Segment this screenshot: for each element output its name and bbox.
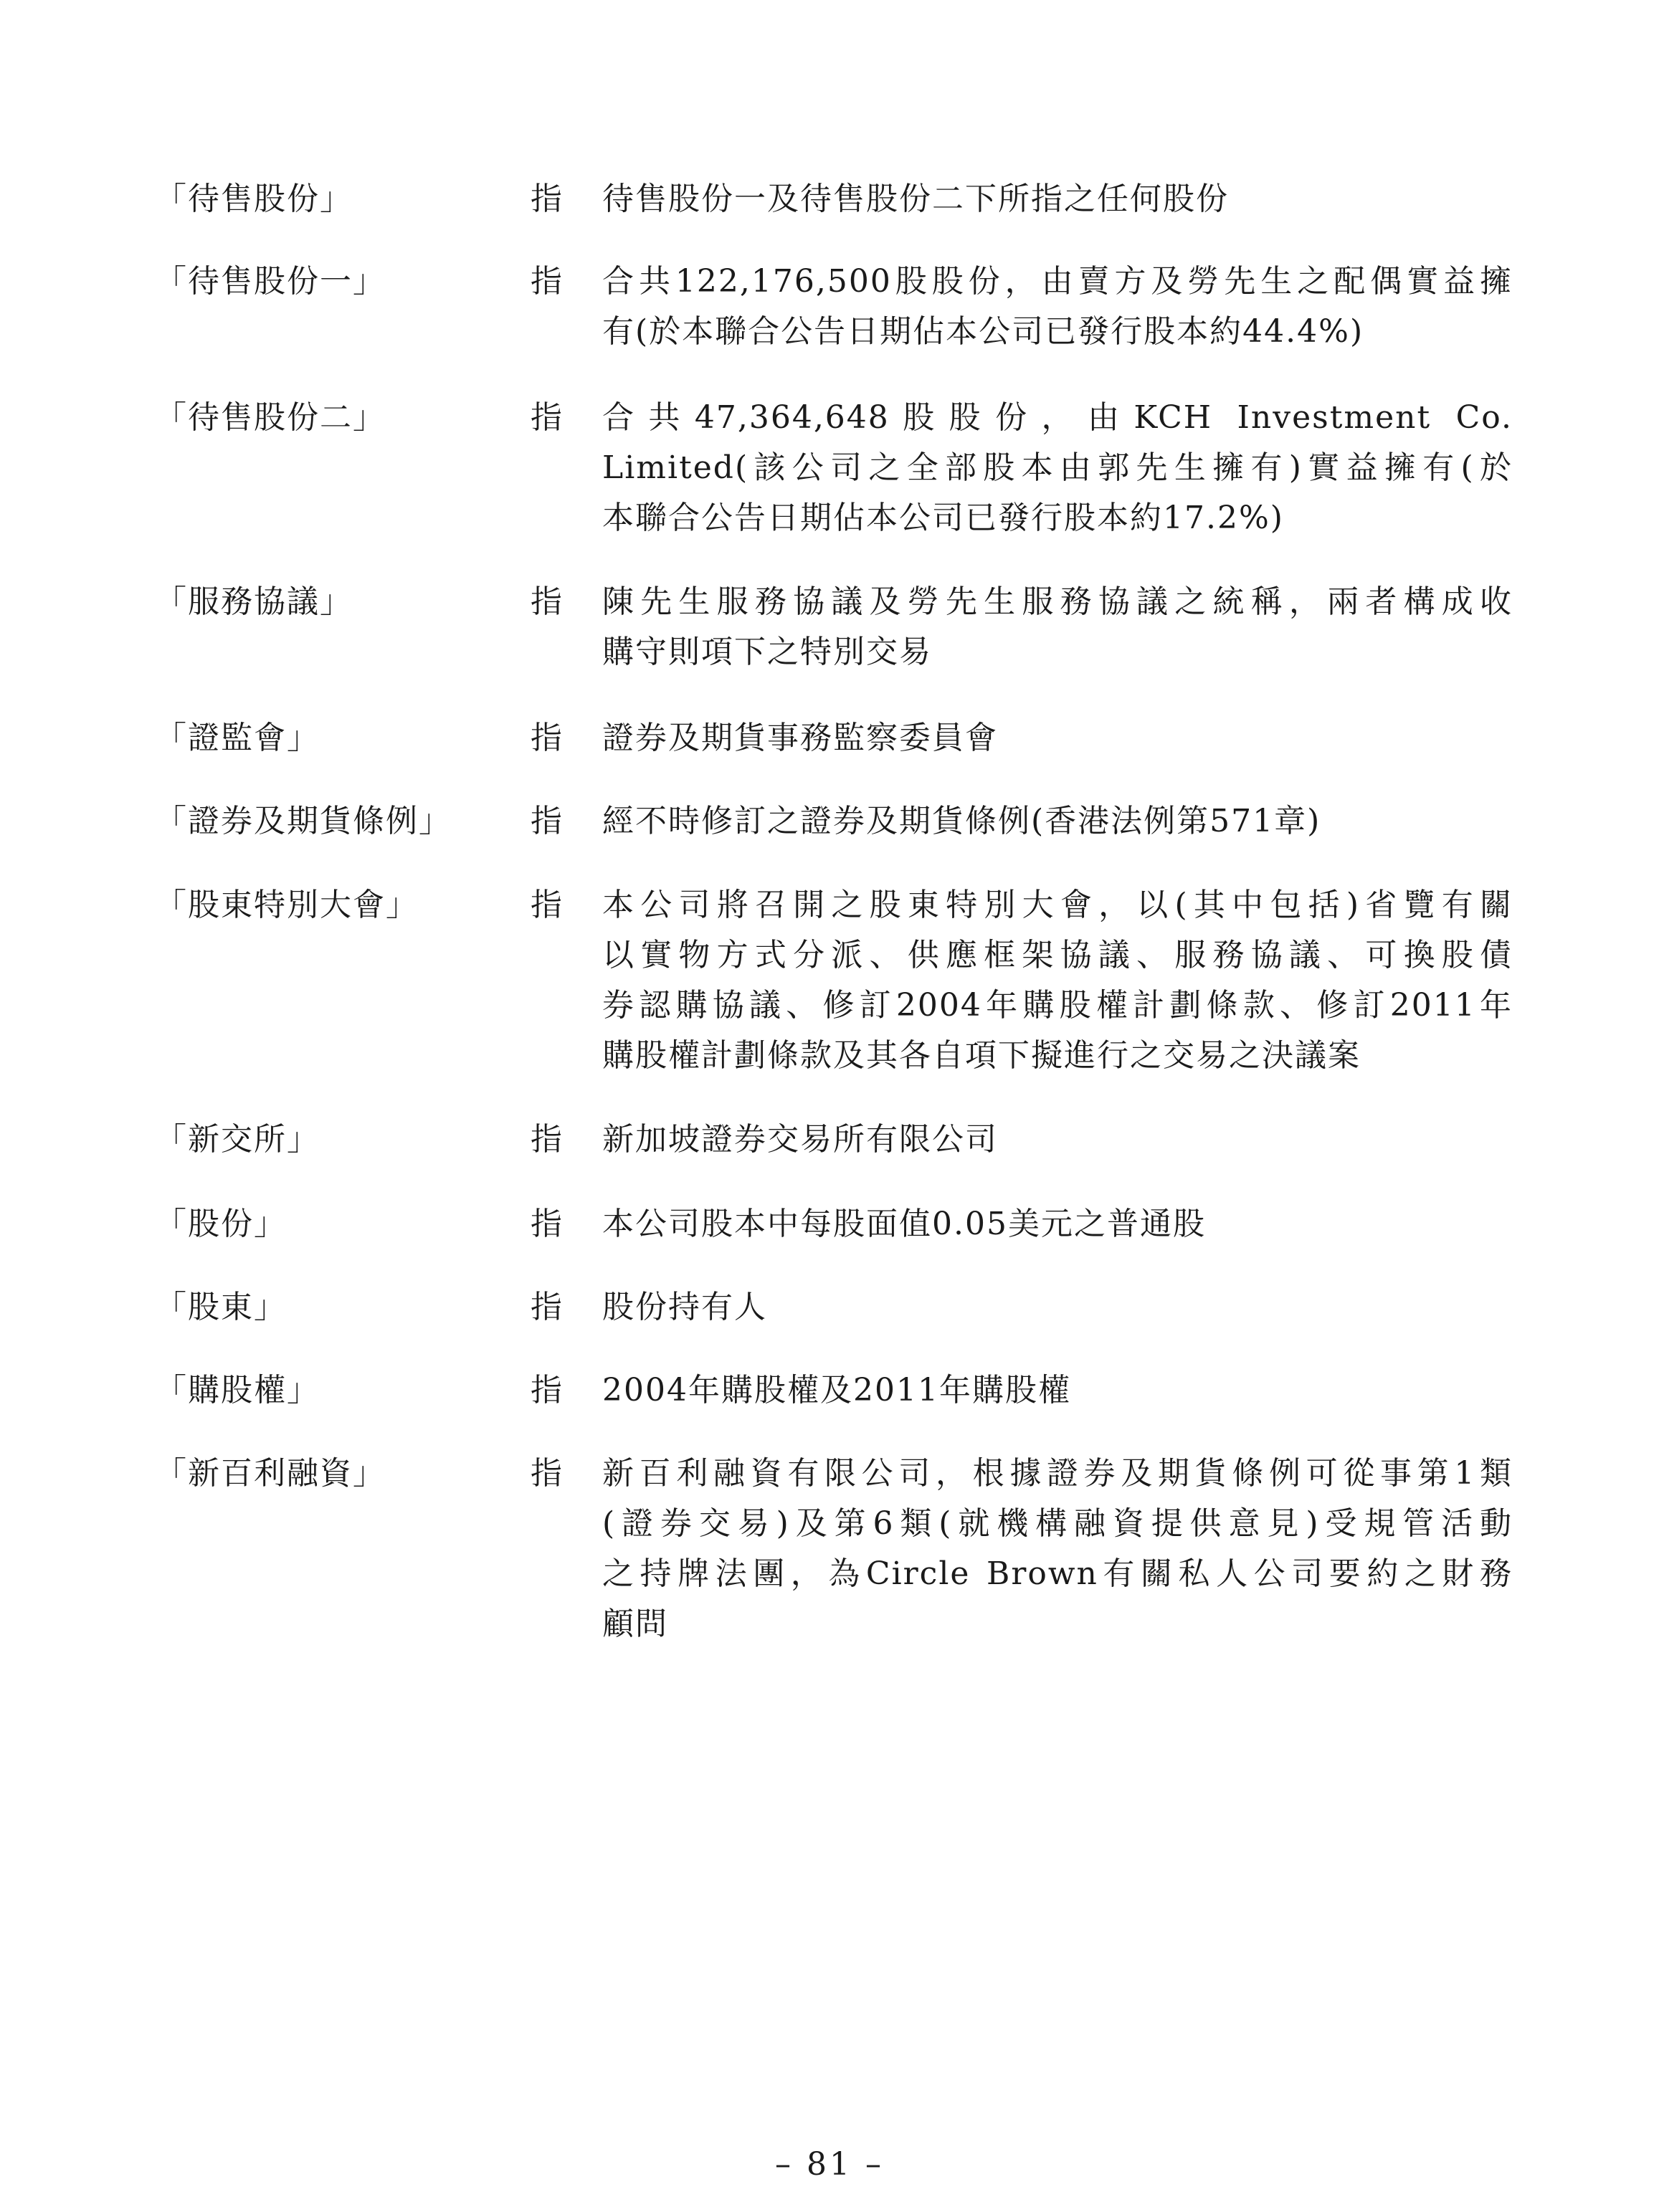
definition-line: 購守則項下之特別交易 xyxy=(602,634,932,670)
definition-term: 「證券及期貨條例」 xyxy=(155,803,452,839)
definition-marker: 指 xyxy=(531,1289,562,1325)
definition-text xyxy=(602,577,1513,677)
definition-line: 證券及期貨事務監察委員會 xyxy=(602,720,998,756)
definition-line: 本公司將召開之股東特別大會，以(其中包括)省覽有關 xyxy=(602,887,1513,923)
definition-term: 「新百利融資」 xyxy=(155,1455,386,1492)
definition-text xyxy=(602,796,1513,847)
definition-marker: 指 xyxy=(531,720,562,756)
definition-line: 合共47,364,648股股份，由KCH Investment Co. xyxy=(602,399,1513,436)
definition-marker: 指 xyxy=(531,263,562,300)
definition-line: 本聯合公告日期佔本公司已發行股本約17.2%) xyxy=(602,500,1284,536)
definition-line: 2004年購股權及2011年購股權 xyxy=(602,1372,1071,1408)
definition-line: (證券交易)及第6類(就機構融資提供意見)受規管活動 xyxy=(602,1505,1513,1542)
definition-text xyxy=(602,713,1513,763)
definition-line: 券認購協議、修訂2004年購股權計劃條款、修訂2011年 xyxy=(602,987,1513,1024)
definition-line: 合共122,176,500股股份，由賣方及勞先生之配偶實益擁 xyxy=(602,263,1513,300)
definition-term: 「待售股份」 xyxy=(155,181,353,217)
definition-text xyxy=(602,880,1513,1081)
definition-text xyxy=(602,1115,1513,1165)
definition-marker: 指 xyxy=(531,803,562,839)
definition-term: 「待售股份二」 xyxy=(155,399,386,436)
definition-term: 「股東特別大會」 xyxy=(155,887,419,923)
definition-line: 以實物方式分派、供應框架協議、服務協議、可換股債 xyxy=(602,937,1513,973)
definition-line: 之持牌法團，為Circle Brown有關私人公司要約之財務 xyxy=(602,1555,1513,1592)
page-number: – 81 – xyxy=(775,2146,884,2183)
definition-term: 「待售股份一」 xyxy=(155,263,386,300)
definition-term: 「新交所」 xyxy=(155,1121,320,1158)
definition-marker: 指 xyxy=(531,1206,562,1242)
definition-text xyxy=(602,393,1513,543)
definition-marker: 指 xyxy=(531,1121,562,1158)
definition-line: 新加坡證券交易所有限公司 xyxy=(602,1121,998,1158)
definition-line: 顧問 xyxy=(602,1606,668,1642)
definition-term: 「購股權」 xyxy=(155,1372,320,1408)
definition-text xyxy=(602,257,1513,357)
definition-term: 「股份」 xyxy=(155,1206,287,1242)
definition-line: 經不時修訂之證券及期貨條例(香港法例第571章) xyxy=(602,803,1321,839)
definition-line: Limited(該公司之全部股本由郭先生擁有)實益擁有(於 xyxy=(602,449,1513,486)
definition-marker: 指 xyxy=(531,887,562,923)
definition-line: 股份持有人 xyxy=(602,1289,767,1325)
definition-marker: 指 xyxy=(531,181,562,217)
definition-text xyxy=(602,1282,1513,1333)
definition-term: 「服務協議」 xyxy=(155,583,353,620)
definition-marker: 指 xyxy=(531,1372,562,1408)
definition-line: 本公司股本中每股面值0.05美元之普通股 xyxy=(602,1206,1206,1242)
definition-line: 購股權計劃條款及其各自項下擬進行之交易之決議案 xyxy=(602,1037,1361,1074)
definition-line: 新百利融資有限公司，根據證券及期貨條例可從事第1類 xyxy=(602,1455,1513,1492)
definition-line: 陳先生服務協議及勞先生服務協議之統稱，兩者構成收 xyxy=(602,583,1513,620)
definition-text xyxy=(602,1365,1513,1416)
definition-term: 「股東」 xyxy=(155,1289,287,1325)
definition-text xyxy=(602,174,1513,224)
definition-line: 有(於本聯合公告日期佔本公司已發行股本約44.4%) xyxy=(602,313,1364,350)
definition-marker: 指 xyxy=(531,399,562,436)
definition-text xyxy=(602,1449,1513,1649)
definition-term: 「證監會」 xyxy=(155,720,320,756)
definition-line: 待售股份一及待售股份二下所指之任何股份 xyxy=(602,181,1229,217)
definition-marker: 指 xyxy=(531,583,562,620)
definition-text xyxy=(602,1199,1513,1249)
definition-marker: 指 xyxy=(531,1455,562,1492)
